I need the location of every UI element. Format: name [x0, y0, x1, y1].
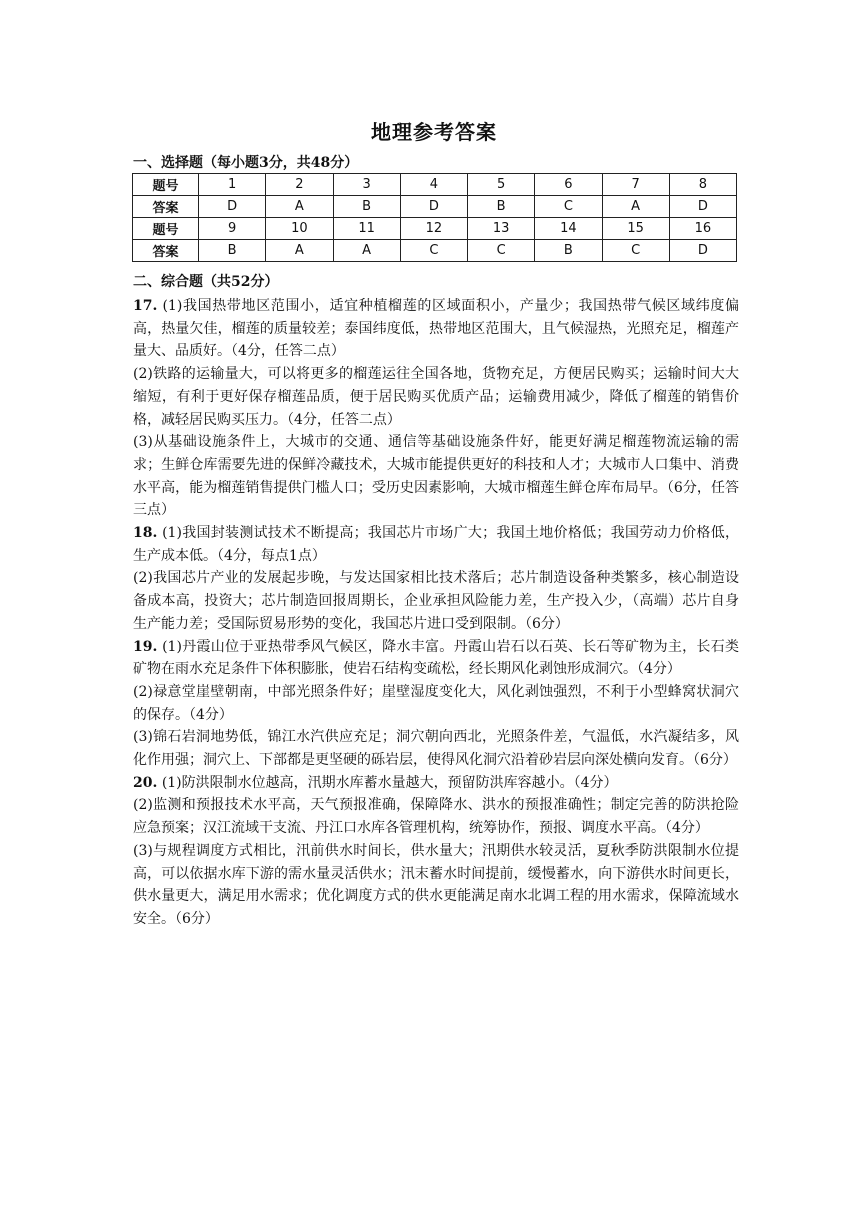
table-cell: D — [400, 196, 467, 218]
table-cell: 11 — [333, 218, 400, 240]
table-cell: C — [535, 196, 602, 218]
table-cell: C — [400, 240, 467, 262]
answers-body — [133, 295, 739, 931]
table-cell: A — [266, 196, 333, 218]
answer-paragraph — [133, 295, 739, 363]
table-cell: B — [468, 196, 535, 218]
table-cell: A — [266, 240, 333, 262]
table-row — [133, 196, 737, 218]
row-label: 题号 — [133, 218, 199, 240]
table-cell: B — [199, 240, 266, 262]
answer-paragraph — [133, 726, 739, 771]
answer-text: (1)我国封装测试技术不断提高；我国芯片市场广大；我国土地价格低；我国劳动力价格低，生产成本低。（4分，每点1点） — [133, 525, 739, 564]
answer-text: (2)监测和预报技术水平高，天气预报准确，保障降水、洪水的预报准确性；制定完善的防洪抢险应急预案；汉江流域干支流、丹江口水库各管理机构，统筹协作，预报、调度水平高。（4分） — [133, 797, 739, 837]
table-cell: B — [535, 240, 602, 262]
page-title: 地理参考答案 — [371, 120, 497, 144]
row-label: 答案 — [133, 196, 199, 218]
table-cell: A — [333, 240, 400, 262]
answer-text: (3)从基础设施条件上，大城市的交通、通信等基础设施条件好，能更好满足榴莲物流运输的需求；生鲜仓库需要先进的保鲜冷藏技术，大城市能提供更好的科技和人才；大城市人口集中、消费水平高，能为榴莲销售提供门槛人口；受历史因素影响，大城市榴莲生鲜仓库布局早。（6分，任答三点） — [133, 434, 739, 519]
table-cell: 2 — [266, 174, 333, 196]
answer-text: (1)我国热带地区范围小，适宜种植榴莲的区域面积小，产量少；我国热带气候区域纬度偏高，热量欠佳，榴莲的质量较差；泰国纬度低，热带地区范围大，且气候湿热，光照充足，榴莲产量大、品质好。（4分，任答二点） — [133, 298, 739, 360]
table-cell: 9 — [199, 218, 266, 240]
table-cell: 7 — [602, 174, 669, 196]
answer-paragraph — [133, 567, 739, 635]
table-cell: D — [669, 240, 736, 262]
answer-paragraph — [133, 794, 739, 839]
table-cell: 4 — [400, 174, 467, 196]
answer-paragraph — [133, 681, 739, 726]
table-cell: 5 — [468, 174, 535, 196]
answer-paragraph — [133, 522, 739, 567]
answer-paragraph — [133, 431, 739, 522]
table-cell: D — [199, 196, 266, 218]
answer-text: (2)禄意堂崖壁朝南，中部光照条件好；崖壁湿度变化大，风化剥蚀强烈，不利于小型蜂窝状洞穴的保存。（4分） — [133, 683, 739, 723]
row-label: 题号 — [133, 174, 199, 196]
table-row — [133, 218, 737, 240]
table-cell: 16 — [669, 218, 736, 240]
answer-text: (3)锦石岩洞地势低，锦江水汽供应充足；洞穴朝向西北，光照条件差，气温低，水汽凝结多，风化作用强；洞穴上、下部都是更坚硬的砾岩层，使得风化洞穴沿着砂岩层向深处横向发育。（6分） — [133, 729, 739, 769]
answer-text: (2)我国芯片产业的发展起步晚，与发达国家相比技术落后；芯片制造设备种类繁多，核心制造设备成本高，投资大；芯片制造回报周期长，企业承担风险能力差，生产投入少，（高端）芯片自身生产能力差；受国际贸易形势的变化，我国芯片进口受到限制。（6分） — [133, 570, 739, 632]
answer-text: (3)与规程调度方式相比，汛前供水时间长，供水量大；汛期供水较灵活，夏秋季防洪限制水位提高，可以依据水库下游的需水量灵活供水；汛末蓄水时间提前，缓慢蓄水，向下游供水时间更长，供水量更大，满足用水需求；优化调度方式的供水更能满足南水北调工程的用水需求，保障流域水安全。（6分） — [133, 842, 739, 927]
question-number: 18. — [133, 525, 158, 542]
table-cell: 8 — [669, 174, 736, 196]
row-label: 答案 — [133, 240, 199, 262]
table-cell: 14 — [535, 218, 602, 240]
section-heading-choice: 一、选择题（每小题3分，共48分） — [133, 155, 359, 171]
table-cell: C — [468, 240, 535, 262]
answer-paragraph — [133, 636, 739, 681]
answer-text: (2)铁路的运输量大，可以将更多的榴莲运往全国各地，货物充足，方便居民购买；运输时间大大缩短，有利于更好保存榴莲品质，便于居民购买优质产品；运输费用减少，降低了榴莲的销售价格，减轻居民购买压力。（4分，任答二点） — [133, 366, 739, 428]
table-cell: 15 — [602, 218, 669, 240]
answer-paragraph — [133, 363, 739, 431]
table-cell: A — [602, 196, 669, 218]
table-cell: 6 — [535, 174, 602, 196]
answer-text: (1)防洪限制水位越高，汛期水库蓄水量越大，预留防洪库容越小。（4分） — [161, 774, 618, 791]
answer-paragraph — [133, 772, 739, 795]
table-cell: 12 — [400, 218, 467, 240]
question-number: 17. — [133, 298, 158, 314]
answer-paragraph — [133, 840, 739, 931]
answer-table — [132, 173, 737, 262]
answer-text: (1)丹霞山位于亚热带季风气候区，降水丰富。丹霞山岩石以石英、长石等矿物为主，长石类矿物在雨水充足条件下体积膨胀，使岩石结构变疏松，经长期风化剥蚀形成洞穴。（4分） — [133, 638, 739, 678]
table-cell: D — [669, 196, 736, 218]
table-cell: 10 — [266, 218, 333, 240]
table-cell: 1 — [199, 174, 266, 196]
table-cell: C — [602, 240, 669, 262]
table-row — [133, 174, 737, 196]
section-heading-comprehensive: 二、综合题（共52分） — [133, 274, 279, 290]
table-row — [133, 240, 737, 262]
question-number: 20. — [133, 774, 158, 791]
question-number: 19. — [133, 638, 158, 655]
table-cell: 13 — [468, 218, 535, 240]
table-cell: 3 — [333, 174, 400, 196]
table-cell: B — [333, 196, 400, 218]
